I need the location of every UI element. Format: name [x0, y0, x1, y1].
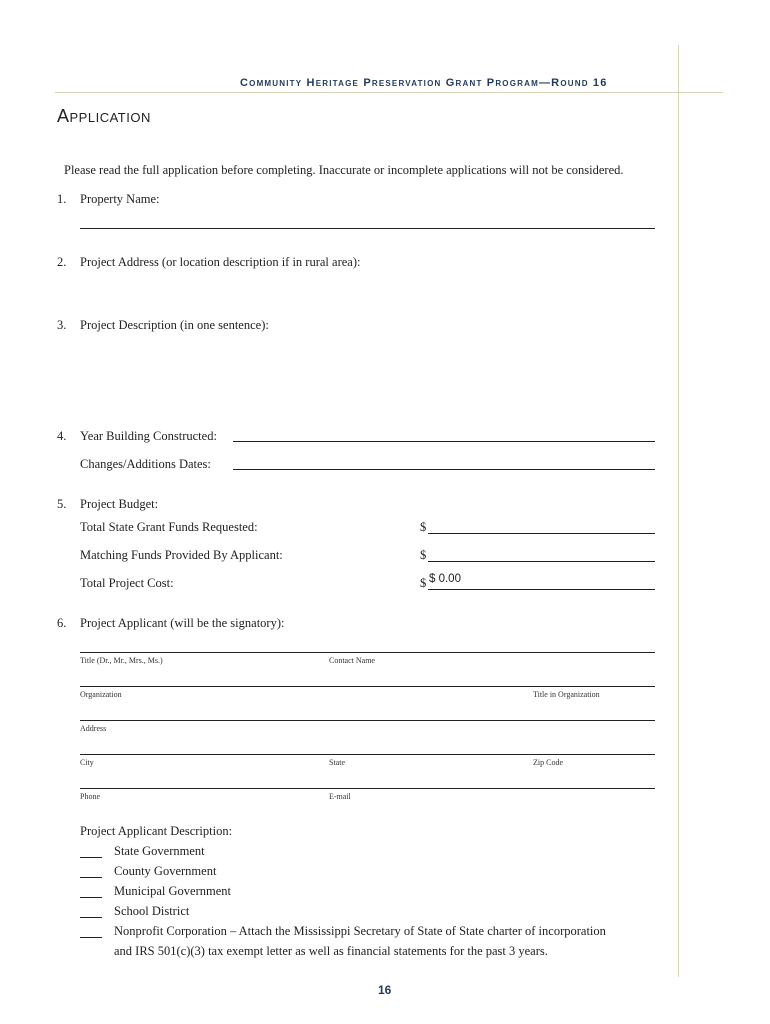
applicant-description-heading: Project Applicant Description:	[80, 824, 233, 838]
phone-caption: Phone	[80, 792, 100, 801]
changes-dates-field[interactable]	[233, 469, 655, 470]
program-header: Community Heritage Preservation Grant Program—Round 16	[240, 77, 608, 89]
option-label: School District	[114, 904, 190, 918]
address-caption: Address	[80, 724, 107, 733]
state-caption: State	[329, 758, 345, 767]
city-caption: City	[80, 758, 94, 767]
year-constructed-label: Year Building Constructed:	[80, 429, 217, 443]
total-cost-field[interactable]	[428, 589, 655, 590]
option-label: Nonprofit Corporation – Attach the Mississippi Secretary of State of State charter of incorporation	[114, 924, 606, 938]
matching-funds-field[interactable]	[428, 561, 655, 562]
property-name-label: Property Name:	[80, 192, 160, 206]
project-address-label: Project Address (or location description if in rural area):	[80, 255, 361, 269]
changes-dates-label: Changes/Additions Dates:	[80, 457, 211, 471]
option-continuation: and IRS 501(c)(3) tax exempt letter as well as financial statements for the past 3 years.	[114, 944, 548, 958]
q3-number: 3.	[57, 318, 67, 332]
address-field[interactable]	[80, 720, 655, 721]
email-caption: E-mail	[329, 792, 351, 801]
project-budget-label: Project Budget:	[80, 497, 159, 511]
school-district-checkbox[interactable]	[80, 917, 102, 918]
header-rule	[55, 92, 723, 93]
state-government-checkbox[interactable]	[80, 857, 102, 858]
city-state-zip-field[interactable]	[80, 754, 655, 755]
state-funds-label: Total State Grant Funds Requested:	[80, 520, 258, 534]
state-funds-field[interactable]	[428, 533, 655, 534]
phone-email-field[interactable]	[80, 788, 655, 789]
county-government-checkbox[interactable]	[80, 877, 102, 878]
project-address-field[interactable]	[80, 272, 655, 312]
intro-text: Please read the full application before completing. Inaccurate or incomplete applications will not be considered.	[64, 163, 624, 177]
page-title: Application	[57, 106, 151, 126]
title-in-org-caption: Title in Organization	[533, 690, 600, 699]
page-number: 16	[378, 983, 392, 997]
project-description-field[interactable]	[80, 336, 655, 416]
currency-symbol: $	[420, 548, 427, 562]
q6-number: 6.	[57, 616, 67, 630]
total-cost-value[interactable]: $ 0.00	[429, 573, 461, 585]
zip-caption: Zip Code	[533, 758, 563, 767]
q4-number: 4.	[57, 429, 67, 443]
option-label: County Government	[114, 864, 217, 878]
option-label: Municipal Government	[114, 884, 231, 898]
currency-symbol: $	[420, 520, 427, 534]
title-caption: Title (Dr., Mr., Mrs., Ms.)	[80, 656, 163, 665]
q5-number: 5.	[57, 497, 67, 511]
organization-field[interactable]	[80, 686, 655, 687]
margin-rule-vertical	[678, 45, 679, 977]
project-applicant-label: Project Applicant (will be the signatory):	[80, 616, 285, 630]
year-constructed-field[interactable]	[233, 441, 655, 442]
organization-caption: Organization	[80, 690, 122, 699]
nonprofit-corporation-checkbox[interactable]	[80, 937, 102, 938]
municipal-government-checkbox[interactable]	[80, 897, 102, 898]
title-contact-field[interactable]	[80, 652, 655, 653]
contact-name-caption: Contact Name	[329, 656, 375, 665]
property-name-field[interactable]	[80, 228, 655, 229]
q2-number: 2.	[57, 255, 67, 269]
currency-symbol: $	[420, 576, 427, 590]
project-description-label: Project Description (in one sentence):	[80, 318, 269, 332]
q1-number: 1.	[57, 192, 67, 206]
option-label: State Government	[114, 844, 205, 858]
matching-funds-label: Matching Funds Provided By Applicant:	[80, 548, 283, 562]
total-cost-label: Total Project Cost:	[80, 576, 174, 590]
